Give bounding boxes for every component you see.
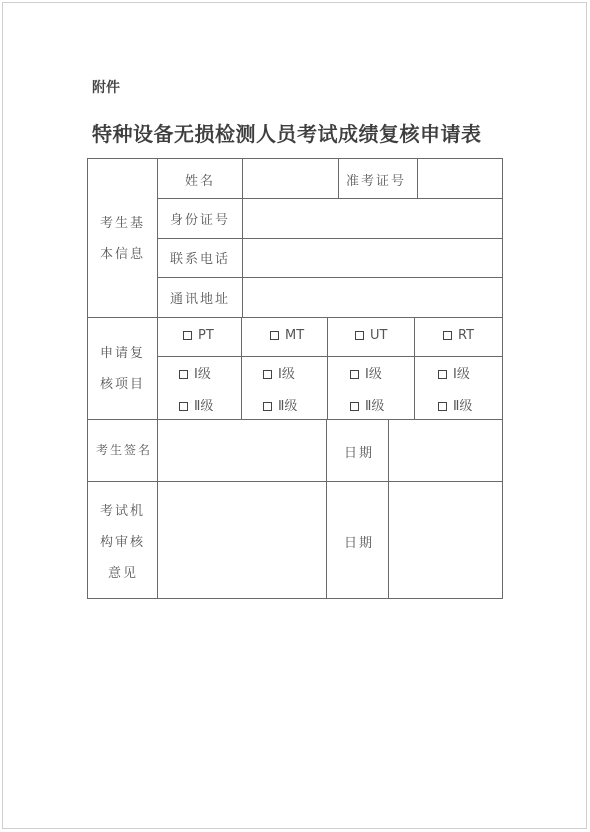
level-label: Ⅰ级 xyxy=(453,367,470,382)
mt-level1-checkbox[interactable] xyxy=(263,363,295,382)
address-input[interactable] xyxy=(243,278,502,317)
level-label: Ⅰ级 xyxy=(278,367,295,382)
level-label: Ⅱ级 xyxy=(453,399,473,414)
method-label: PT xyxy=(198,328,214,343)
checkbox-icon xyxy=(270,331,279,340)
form-title: 特种设备无损检测人员考试成绩复核申请表 xyxy=(92,122,482,146)
level-label: Ⅱ级 xyxy=(194,399,214,414)
label-date-2: 日期 xyxy=(344,536,375,551)
ut-level1-checkbox[interactable] xyxy=(350,363,382,382)
signature-field[interactable] xyxy=(158,420,326,481)
checkbox-icon xyxy=(443,331,452,340)
label-address: 通讯地址 xyxy=(170,292,231,307)
method-rt-checkbox[interactable] xyxy=(443,328,474,343)
exam-no-input[interactable] xyxy=(418,159,502,198)
table-border-bottom xyxy=(87,598,502,599)
col-line xyxy=(326,419,327,599)
col-line xyxy=(241,317,242,419)
date-field-2[interactable] xyxy=(389,482,502,598)
ut-level2-checkbox[interactable] xyxy=(350,395,384,414)
section-review-line2: 核项目 xyxy=(100,377,146,392)
institution-opinion-field[interactable] xyxy=(158,482,326,598)
level-label: Ⅱ级 xyxy=(278,399,298,414)
method-label: UT xyxy=(370,328,388,343)
id-no-input[interactable] xyxy=(243,199,502,238)
checkbox-icon xyxy=(263,370,272,379)
section-basic-line2: 本信息 xyxy=(100,247,146,262)
table-border-left xyxy=(87,158,88,599)
mt-level2-checkbox[interactable] xyxy=(263,395,297,414)
date-field-1[interactable] xyxy=(389,420,502,481)
level-label: Ⅰ级 xyxy=(194,367,211,382)
phone-input[interactable] xyxy=(243,239,502,277)
label-name: 姓名 xyxy=(185,174,216,189)
institution-opinion-line2: 构审核 xyxy=(100,535,146,550)
checkbox-icon xyxy=(438,370,447,379)
col-line xyxy=(327,317,328,419)
label-phone: 联系电话 xyxy=(170,252,231,267)
pt-level2-checkbox[interactable] xyxy=(179,395,213,414)
col-line xyxy=(338,158,339,198)
institution-opinion-line1: 考试机 xyxy=(100,504,146,519)
pt-level1-checkbox[interactable] xyxy=(179,363,211,382)
method-label: MT xyxy=(285,328,305,343)
checkbox-icon xyxy=(183,331,192,340)
section-basic-line1: 考生基 xyxy=(100,216,146,231)
rt-level2-checkbox[interactable] xyxy=(438,395,472,414)
institution-opinion-line3: 意见 xyxy=(108,566,139,581)
attachment-label: 附件 xyxy=(92,80,120,96)
row-line xyxy=(157,356,502,357)
method-ut-checkbox[interactable] xyxy=(355,328,387,343)
label-date-1: 日期 xyxy=(344,446,375,461)
label-signature: 考生签名 xyxy=(96,443,153,457)
section-review-line1: 申请复 xyxy=(100,346,146,361)
name-input[interactable] xyxy=(243,159,338,198)
checkbox-icon xyxy=(263,402,272,411)
method-label: RT xyxy=(458,328,475,343)
level-label: Ⅱ级 xyxy=(365,399,385,414)
col-line xyxy=(414,317,415,419)
rt-level1-checkbox[interactable] xyxy=(438,363,470,382)
method-pt-checkbox[interactable] xyxy=(183,328,214,343)
checkbox-icon xyxy=(350,370,359,379)
level-label: Ⅰ级 xyxy=(365,367,382,382)
checkbox-icon xyxy=(179,402,188,411)
checkbox-icon xyxy=(179,370,188,379)
table-border-right xyxy=(502,158,503,599)
label-id-no: 身份证号 xyxy=(170,213,231,228)
method-mt-checkbox[interactable] xyxy=(270,328,304,343)
checkbox-icon xyxy=(438,402,447,411)
label-exam-no: 准考证号 xyxy=(346,174,407,189)
checkbox-icon xyxy=(350,402,359,411)
row-line xyxy=(87,317,502,318)
checkbox-icon xyxy=(355,331,364,340)
